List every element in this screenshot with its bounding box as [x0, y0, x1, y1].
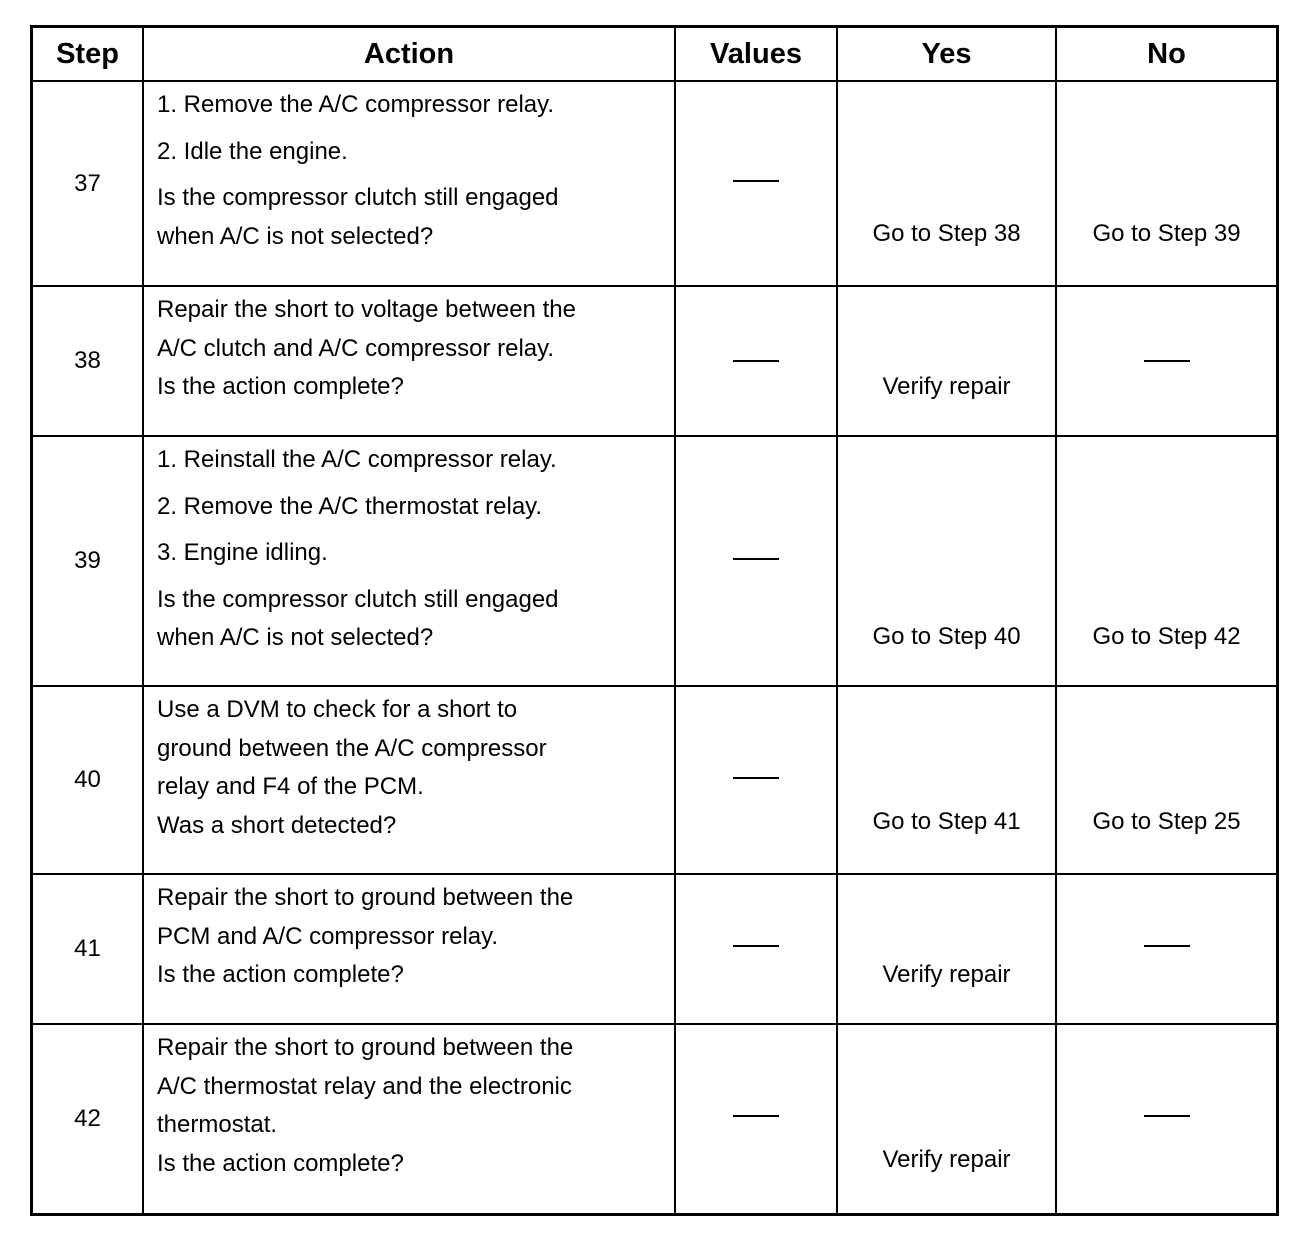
values-cell — [676, 82, 838, 287]
action-line: Repair the short to ground between the — [157, 1034, 574, 1061]
action-cell — [144, 437, 676, 687]
yes-outcome: Verify repair — [882, 1146, 1011, 1173]
no-cell — [1057, 287, 1276, 437]
action-line: Repair the short to ground between the — [157, 884, 574, 911]
yes-cell — [838, 1025, 1057, 1213]
no-outcome-dash — [1144, 945, 1190, 947]
action-line: Is the action complete? — [157, 373, 404, 400]
yes-cell — [838, 875, 1057, 1025]
yes-cell — [838, 82, 1057, 287]
no-outcome: Go to Step 25 — [1092, 808, 1241, 835]
action-line: ground between the A/C compressor — [157, 734, 547, 762]
values-cell — [676, 687, 838, 875]
action-line: Is the action complete? — [157, 1149, 404, 1177]
no-value-dash — [733, 360, 779, 362]
no-value-dash — [733, 558, 779, 560]
no-outcome: Go to Step 42 — [1092, 623, 1241, 650]
action-cell — [144, 82, 676, 287]
yes-cell — [838, 687, 1057, 875]
action-line: PCM and A/C compressor relay. — [157, 922, 499, 950]
step-number: 41 — [33, 875, 144, 1025]
action-cell — [144, 687, 676, 875]
no-cell — [1057, 875, 1276, 1025]
values-cell — [676, 875, 838, 1025]
action-line: 1. Remove the A/C compressor relay. — [157, 91, 555, 118]
no-outcome-dash — [1144, 1115, 1190, 1117]
no-cell — [1057, 687, 1276, 875]
no-value-dash — [733, 777, 779, 779]
header-action: Action — [144, 28, 676, 82]
no-value-dash — [733, 945, 779, 947]
yes-outcome: Verify repair — [882, 373, 1011, 400]
yes-outcome: Go to Step 41 — [872, 808, 1021, 835]
no-value-dash — [733, 180, 779, 182]
action-line: Use a DVM to check for a short to — [157, 696, 518, 723]
step-number: 38 — [33, 287, 144, 437]
action-line: Was a short detected? — [157, 811, 397, 839]
step-number: 40 — [33, 687, 144, 875]
step-number: 37 — [33, 82, 144, 287]
header-no: No — [1057, 28, 1276, 82]
no-value-dash — [733, 1115, 779, 1117]
yes-cell — [838, 437, 1057, 687]
yes-cell — [838, 287, 1057, 437]
no-cell — [1057, 82, 1276, 287]
action-line: Is the action complete? — [157, 961, 404, 988]
action-line: Is the compressor clutch still engaged — [157, 585, 559, 613]
action-line: A/C clutch and A/C compressor relay. — [157, 334, 555, 362]
values-cell — [676, 437, 838, 687]
header-step: Step — [33, 28, 144, 82]
action-line: when A/C is not selected? — [157, 624, 434, 651]
action-line: Is the compressor clutch still engaged — [157, 184, 559, 211]
action-cell — [144, 1025, 676, 1213]
step-number: 39 — [33, 437, 144, 687]
yes-outcome: Go to Step 38 — [872, 220, 1021, 247]
no-outcome-dash — [1144, 360, 1190, 362]
values-cell — [676, 287, 838, 437]
no-outcome: Go to Step 39 — [1092, 220, 1241, 247]
diagnostic-table — [30, 25, 1279, 1216]
action-line: A/C thermostat relay and the electronic — [157, 1072, 572, 1100]
header-yes: Yes — [838, 28, 1057, 82]
step-number: 42 — [33, 1025, 144, 1213]
action-line: 1. Reinstall the A/C compressor relay. — [157, 446, 557, 473]
action-cell — [144, 875, 676, 1025]
action-cell — [144, 287, 676, 437]
action-line: when A/C is not selected? — [157, 222, 434, 250]
action-line: 3. Engine idling. — [157, 539, 328, 566]
action-line: Repair the short to voltage between the — [157, 296, 576, 323]
action-line: relay and F4 of the PCM. — [157, 773, 424, 800]
no-cell — [1057, 1025, 1276, 1213]
yes-outcome: Go to Step 40 — [872, 623, 1021, 650]
action-line: 2. Idle the engine. — [157, 137, 348, 165]
action-line: 2. Remove the A/C thermostat relay. — [157, 492, 543, 520]
yes-outcome: Verify repair — [882, 961, 1011, 988]
header-values: Values — [676, 28, 838, 82]
no-cell — [1057, 437, 1276, 687]
values-cell — [676, 1025, 838, 1213]
action-line: thermostat. — [157, 1111, 278, 1138]
